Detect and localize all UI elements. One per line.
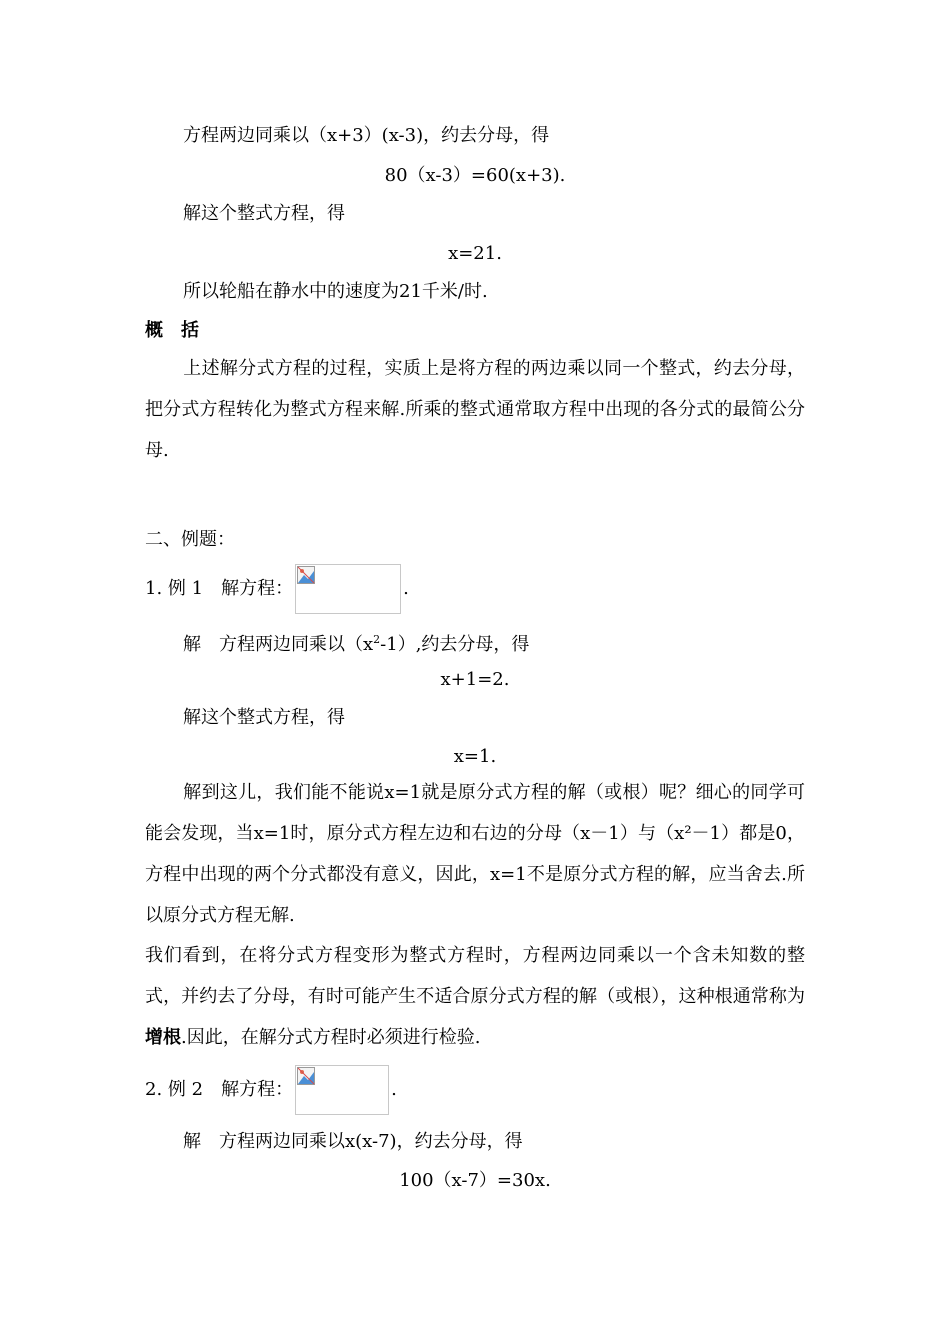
example-1-title: 1. 例 1 解方程： . (145, 564, 409, 614)
example-2-title: 2. 例 2 解方程： . (145, 1065, 397, 1115)
summary-heading: 概 括 (145, 320, 199, 341)
example-2-label: 2. 例 2 解方程： (145, 1079, 294, 1100)
text-line: 方程两边同乘以（x+3）(x-3)，约去分母，得 (183, 125, 550, 146)
equation-line: 80（x-3）=60(x+3). (384, 165, 566, 186)
broken-image-placeholder (295, 1065, 389, 1115)
example-1-paragraph: 解到这儿，我们能不能说x=1就是原分式方程的解（或根）呢？细心的同学可能会发现，当x=1时，原分式方程左边和右边的分母（x－1）与（x²－1）都是0，方程中出现的两个分式都没有意义，因此，x=1不是原分式方程的解，应当舍去.所以原分式方程无解. (145, 782, 805, 926)
text-line: 解这个整式方程，得 (183, 203, 345, 224)
summary-paragraph: 上述解分式方程的过程，实质上是将方程的两边乘以同一个整式，约去分母，把分式方程转化为整式方程来解.所乘的整式通常取方程中出现的各分式的最简公分母. (145, 358, 805, 461)
augmented-root-paragraph: 我们看到，在将分式方程变形为整式方程时，方程两边同乘以一个含未知数的整式，并约去了分母，有时可能产生不适合原分式方程的解（或根），这种根通常称为增根.因此，在解分式方程时必须进行检验. (145, 945, 805, 1048)
examples-heading: 二、例题： (145, 529, 235, 550)
equation-line: x=1. (453, 746, 497, 767)
text-line: 解这个整式方程，得 (183, 707, 345, 728)
equation-line: x=21. (448, 243, 502, 264)
broken-image-icon (297, 1067, 315, 1085)
text-line: 解 方程两边同乘以$(x^2-1)$,约去分母，得 (183, 633, 530, 655)
equation-line: x+1=2. (440, 669, 510, 690)
text-line: 解 方程两边同乘以x(x-7)，约去分母，得 (183, 1131, 523, 1152)
example-1-label: 1. 例 1 解方程： (145, 578, 294, 599)
broken-image-icon (297, 566, 315, 584)
broken-image-placeholder (295, 564, 401, 614)
augmented-root-term: 增根 (145, 1027, 181, 1048)
equation-line: 100（x-7）=30x. (399, 1170, 551, 1191)
text-line: 所以轮船在静水中的速度为21千米/时. (183, 281, 488, 302)
